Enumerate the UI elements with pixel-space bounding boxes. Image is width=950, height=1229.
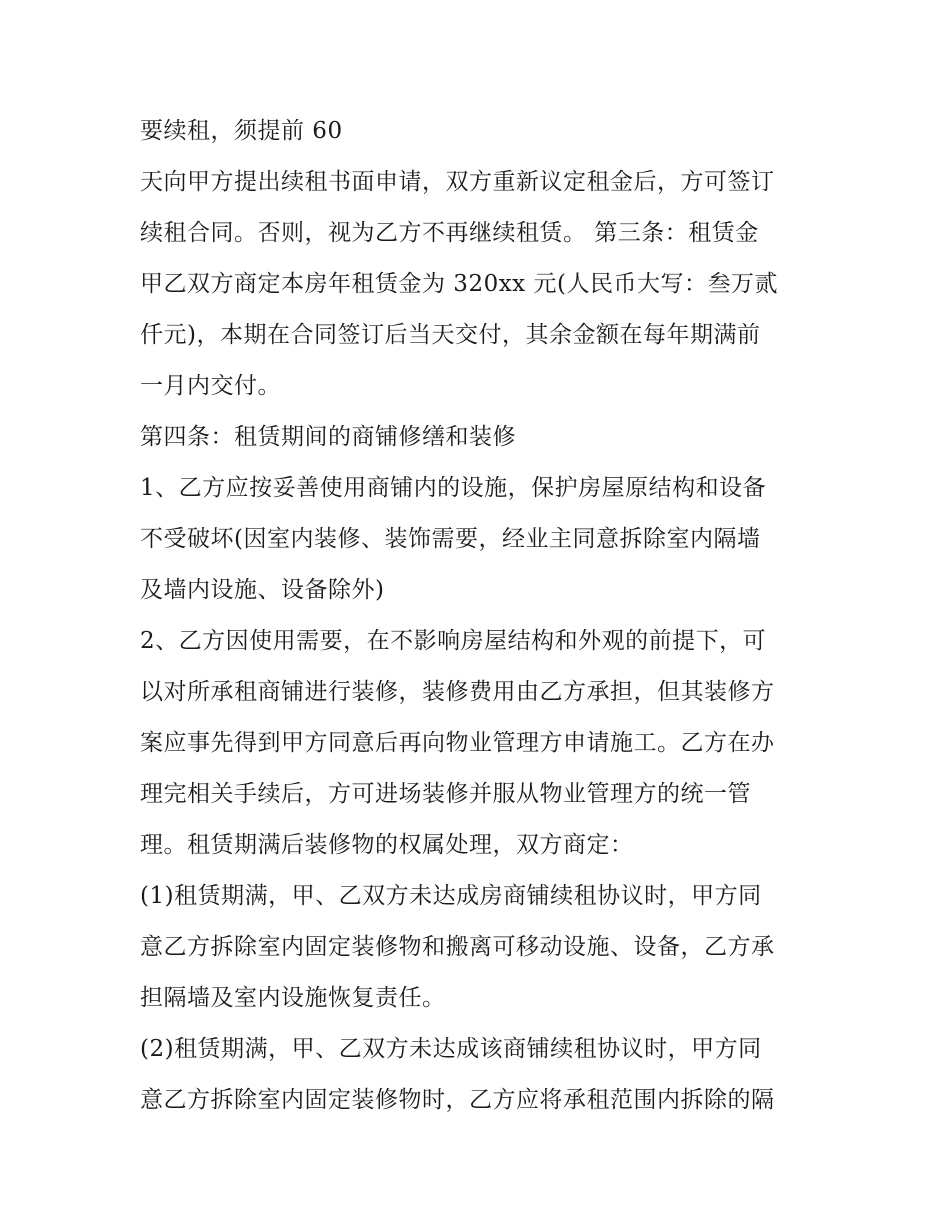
text-line: 理。租赁期满后装修物的权属处理，双方商定： bbox=[140, 832, 634, 858]
text-line: 以对所承租商铺进行装修，装修费用由乙方承担，但其装修方 bbox=[140, 679, 775, 705]
text-line: 甲乙双方商定本房年租赁金为 320xx 元(人民币大写：叁万贰 bbox=[140, 271, 778, 297]
text-line: 要续租，须提前 60 bbox=[140, 118, 343, 144]
text-line: 担隔墙及室内设施恢复责任。 bbox=[140, 985, 446, 1011]
text-line: 理完相关手续后，方可进场装修并服从物业管理方的统一管 bbox=[140, 781, 751, 807]
document-body bbox=[140, 106, 820, 1126]
text-line: 天向甲方提出续租书面申请，双方重新议定租金后，方可签订 bbox=[140, 169, 775, 195]
text-line: 2、乙方因使用需要，在不影响房屋结构和外观的前提下，可 bbox=[140, 628, 767, 654]
section-heading: 第四条：租赁期间的商铺修缮和装修 bbox=[140, 424, 516, 450]
text-line: 案应事先得到甲方同意后再向物业管理方申请施工。乙方在办 bbox=[140, 730, 775, 756]
text-line: 及墙内设施、设备除外) bbox=[140, 577, 385, 603]
text-line: 意乙方拆除室内固定装修物和搬离可移动设施、设备，乙方承 bbox=[140, 934, 775, 960]
text-line: 一月内交付。 bbox=[140, 373, 281, 399]
text-line: (1)租赁期满，甲、乙双方未达成房商铺续租协议时，甲方同 bbox=[140, 883, 762, 909]
text-line: 续租合同。否则，视为乙方不再继续租赁。 第三条：租赁金 bbox=[140, 220, 759, 246]
text-line: 仟元)，本期在合同签订后当天交付，其余金额在每年期满前 bbox=[140, 322, 761, 348]
text-line: 1、乙方应按妥善使用商铺内的设施，保护房屋原结构和设备 bbox=[140, 475, 767, 501]
text-line: 意乙方拆除室内固定装修物时，乙方应将承租范围内拆除的隔 bbox=[140, 1087, 775, 1113]
text-line: 不受破坏(因室内装修、装饰需要，经业主同意拆除室内隔墙 bbox=[140, 526, 761, 552]
text-line: (2)租赁期满，甲、乙双方未达成该商铺续租协议时，甲方同 bbox=[140, 1036, 762, 1062]
